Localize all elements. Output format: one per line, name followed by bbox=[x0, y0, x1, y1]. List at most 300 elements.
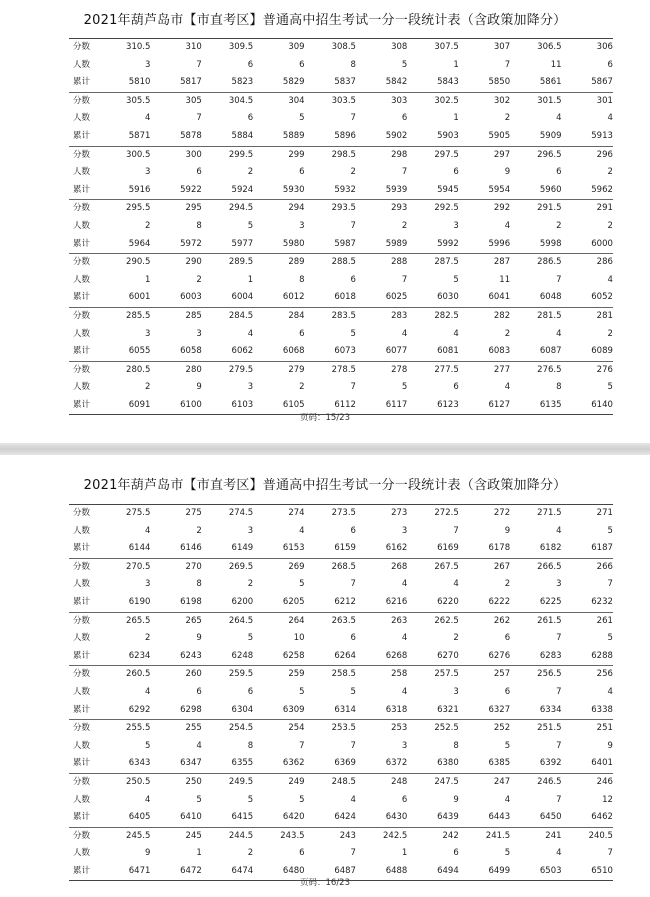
cumulative-row bbox=[69, 236, 613, 254]
table-block bbox=[69, 666, 613, 720]
table-cell: 6268 bbox=[385, 650, 408, 661]
table-cell: 245.5 bbox=[126, 830, 151, 841]
table-cell: 288.5 bbox=[331, 257, 356, 268]
page-sheet-16 bbox=[0, 455, 650, 897]
page-divider bbox=[0, 443, 650, 455]
table-cell: 9 bbox=[144, 848, 151, 859]
table-cell: 7 bbox=[350, 113, 356, 124]
table-cell: 2 bbox=[247, 579, 254, 590]
table-cell: 3 bbox=[401, 525, 408, 536]
table-cell: 8 bbox=[299, 274, 305, 285]
table-cell: 5 bbox=[299, 113, 305, 124]
table-cell: 286.5 bbox=[537, 257, 562, 268]
table-cell: 9 bbox=[607, 740, 613, 751]
table-cell: 265.5 bbox=[126, 615, 151, 626]
table-cell: 9 bbox=[504, 167, 511, 178]
table-cell: 304 bbox=[288, 95, 305, 106]
table-cell: 4 bbox=[504, 794, 511, 805]
count-row bbox=[69, 630, 613, 648]
table-cell: 254 bbox=[288, 723, 305, 734]
table-cell: 306.5 bbox=[537, 42, 562, 52]
table-cell: 305 bbox=[185, 95, 202, 106]
table-cell: 306 bbox=[596, 42, 613, 52]
table-cell: 272.5 bbox=[434, 508, 459, 518]
table-cell: 11 bbox=[550, 59, 562, 70]
table-cell: 6270 bbox=[437, 650, 459, 661]
table-cell: 6510 bbox=[591, 865, 613, 876]
table-cell: 6000 bbox=[591, 238, 613, 249]
table-block bbox=[69, 39, 613, 93]
table-cell: 6025 bbox=[385, 292, 408, 303]
cumulative-row bbox=[69, 809, 613, 827]
table-cell: 2 bbox=[247, 848, 254, 859]
cumulative-row bbox=[69, 182, 613, 200]
table-cell: 11 bbox=[499, 274, 511, 285]
table-cell: 272 bbox=[493, 508, 511, 518]
table-cell: 6 bbox=[299, 59, 305, 70]
cumulative-row bbox=[69, 648, 613, 666]
table-cell: 6083 bbox=[488, 346, 511, 357]
table-cell: 6439 bbox=[437, 812, 459, 823]
table-cell: 2 bbox=[504, 579, 511, 590]
table-cell: 6149 bbox=[231, 543, 254, 554]
table-cell: 9 bbox=[196, 382, 202, 393]
table-cell: 297.5 bbox=[434, 149, 459, 160]
table-cell: 247.5 bbox=[434, 776, 459, 787]
cumulative-row bbox=[69, 289, 613, 307]
count-row bbox=[69, 523, 613, 541]
count-row bbox=[69, 57, 613, 75]
table-cell: 4 bbox=[453, 579, 459, 590]
table-cell: 6091 bbox=[128, 399, 151, 410]
table-cell: 251.5 bbox=[537, 723, 562, 734]
table-cell: 6 bbox=[401, 113, 408, 124]
score-row bbox=[69, 254, 613, 272]
score-row bbox=[69, 39, 613, 57]
table-cell: 3 bbox=[196, 328, 202, 339]
table-cell: 4 bbox=[299, 525, 305, 536]
table-cell: 5964 bbox=[128, 238, 151, 249]
table-cell: 6052 bbox=[591, 292, 613, 303]
table-cell: 3 bbox=[144, 167, 151, 178]
table-cell: 6004 bbox=[231, 292, 254, 303]
table-cell: 2 bbox=[144, 633, 151, 644]
table-cell: 6077 bbox=[385, 346, 408, 357]
row-label: 人数 bbox=[73, 59, 91, 70]
table-cell: 262 bbox=[493, 615, 511, 626]
row-label: 累计 bbox=[73, 865, 91, 876]
table-cell: 282 bbox=[493, 310, 511, 321]
table-block bbox=[69, 720, 613, 774]
table-cell: 289 bbox=[288, 257, 305, 268]
table-cell: 274.5 bbox=[228, 508, 254, 518]
table-cell: 259 bbox=[288, 669, 305, 680]
table-cell: 2 bbox=[401, 220, 408, 231]
table-cell: 6127 bbox=[488, 399, 511, 410]
table-block bbox=[69, 254, 613, 308]
table-cell: 7 bbox=[556, 740, 562, 751]
table-cell: 6062 bbox=[231, 346, 254, 357]
row-label: 分数 bbox=[73, 669, 91, 680]
table-cell: 244.5 bbox=[228, 830, 254, 841]
table-cell: 7 bbox=[556, 794, 562, 805]
table-cell: 6055 bbox=[128, 346, 151, 357]
table-cell: 6216 bbox=[385, 596, 408, 607]
table-cell: 7 bbox=[196, 113, 202, 124]
table-cell: 282.5 bbox=[434, 310, 459, 321]
table-cell: 5889 bbox=[282, 130, 305, 141]
table-cell: 2 bbox=[504, 113, 511, 124]
table-cell: 6100 bbox=[180, 399, 202, 410]
table-cell: 4 bbox=[607, 113, 613, 124]
table-cell: 289.5 bbox=[228, 257, 254, 268]
row-label: 分数 bbox=[73, 203, 91, 214]
sheet-title: 2021年葫芦岛市【市直考区】普通高中招生考试一分一段统计表（含政策加降分） bbox=[83, 478, 567, 493]
table-cell: 6144 bbox=[128, 543, 151, 554]
table-cell: 6494 bbox=[437, 865, 459, 876]
table-cell: 7 bbox=[556, 274, 562, 285]
score-row bbox=[69, 362, 613, 380]
table-cell: 6190 bbox=[128, 596, 151, 607]
table-cell: 6430 bbox=[385, 812, 408, 823]
table-cell: 300 bbox=[185, 149, 202, 160]
table-cell: 6220 bbox=[437, 596, 459, 607]
table-cell: 6318 bbox=[385, 704, 408, 715]
table-cell: 8 bbox=[453, 740, 459, 751]
table-cell: 5861 bbox=[539, 77, 562, 88]
table-cell: 266 bbox=[596, 561, 613, 572]
table-cell: 258.5 bbox=[331, 669, 356, 680]
table-cell: 2 bbox=[247, 167, 254, 178]
row-label: 人数 bbox=[73, 740, 91, 751]
table-cell: 5 bbox=[504, 848, 511, 859]
table-cell: 5 bbox=[401, 59, 408, 70]
table-cell: 6443 bbox=[488, 812, 511, 823]
table-cell: 293.5 bbox=[331, 203, 356, 214]
table-cell: 5916 bbox=[128, 184, 151, 195]
table-cell: 6474 bbox=[231, 865, 254, 876]
table-cell: 6089 bbox=[591, 346, 613, 357]
table-cell: 6123 bbox=[437, 399, 459, 410]
score-row bbox=[69, 828, 613, 846]
cumulative-row bbox=[69, 702, 613, 720]
table-cell: 261.5 bbox=[537, 615, 562, 626]
table-cell: 6355 bbox=[231, 758, 254, 769]
table-cell: 1 bbox=[453, 113, 459, 124]
table-cell: 291.5 bbox=[537, 203, 562, 214]
table-cell: 284 bbox=[288, 310, 305, 321]
table-cell: 3 bbox=[247, 382, 254, 393]
row-label: 分数 bbox=[73, 508, 91, 518]
table-cell: 6410 bbox=[180, 812, 202, 823]
table-cell: 6068 bbox=[282, 346, 305, 357]
page-number: 页码：15/23 bbox=[300, 413, 350, 423]
table-cell: 267.5 bbox=[434, 561, 459, 572]
table-cell: 253 bbox=[391, 723, 408, 734]
table-block bbox=[69, 505, 613, 559]
table-cell: 5 bbox=[247, 220, 254, 231]
table-cell: 5998 bbox=[539, 238, 562, 249]
table-cell: 4 bbox=[350, 794, 356, 805]
table-cell: 6288 bbox=[591, 650, 613, 661]
score-row bbox=[69, 720, 613, 738]
table-cell: 268 bbox=[391, 561, 408, 572]
table-cell: 5977 bbox=[231, 238, 254, 249]
table-cell: 274 bbox=[288, 508, 305, 518]
table-cell: 250 bbox=[185, 776, 202, 787]
score-row bbox=[69, 666, 613, 684]
table-cell: 6222 bbox=[488, 596, 511, 607]
table-cell: 263 bbox=[391, 615, 408, 626]
table-cell: 5810 bbox=[128, 77, 151, 88]
table-cell: 299 bbox=[288, 149, 305, 160]
table-cell: 1 bbox=[247, 274, 254, 285]
table-cell: 287 bbox=[493, 257, 511, 268]
row-label: 分数 bbox=[73, 723, 91, 734]
row-label: 分数 bbox=[73, 310, 91, 321]
table-cell: 6 bbox=[401, 794, 408, 805]
table-cell: 294.5 bbox=[228, 203, 254, 214]
table-cell: 276.5 bbox=[537, 364, 562, 375]
table-cell: 6424 bbox=[334, 812, 356, 823]
table-cell: 290 bbox=[185, 257, 202, 268]
count-row bbox=[69, 684, 613, 702]
table-cell: 5902 bbox=[385, 130, 408, 141]
table-cell: 5878 bbox=[180, 130, 202, 141]
table-cell: 303 bbox=[391, 95, 408, 106]
table-cell: 273.5 bbox=[331, 508, 356, 518]
table-cell: 242 bbox=[442, 830, 459, 841]
table-cell: 278.5 bbox=[331, 364, 356, 375]
table-cell: 6162 bbox=[385, 543, 408, 554]
table-cell: 4 bbox=[144, 686, 151, 697]
table-cell: 6369 bbox=[334, 758, 356, 769]
table-cell: 8 bbox=[247, 740, 254, 751]
row-label: 累计 bbox=[73, 704, 91, 715]
table-cell: 280 bbox=[185, 364, 202, 375]
table-cell: 6003 bbox=[180, 292, 202, 303]
table-cell: 291 bbox=[596, 203, 613, 214]
table-cell: 5829 bbox=[282, 77, 305, 88]
table-cell: 5867 bbox=[591, 77, 613, 88]
row-label: 人数 bbox=[73, 274, 91, 285]
table-cell: 3 bbox=[144, 59, 151, 70]
table-cell: 273 bbox=[391, 508, 408, 518]
score-row bbox=[69, 308, 613, 326]
table-cell: 6401 bbox=[591, 758, 613, 769]
row-label: 累计 bbox=[73, 543, 91, 554]
table-cell: 5 bbox=[453, 274, 459, 285]
table-cell: 7 bbox=[350, 740, 356, 751]
table-cell: 278 bbox=[391, 364, 408, 375]
table-cell: 6 bbox=[196, 167, 202, 178]
table-cell: 252.5 bbox=[434, 723, 459, 734]
table-cell: 293 bbox=[391, 203, 408, 214]
table-cell: 6 bbox=[556, 167, 562, 178]
table-cell: 1 bbox=[196, 848, 202, 859]
page-number: 页码：16/23 bbox=[300, 878, 350, 888]
table-cell: 260.5 bbox=[126, 669, 151, 680]
table-cell: 6334 bbox=[539, 704, 562, 715]
table-cell: 5972 bbox=[180, 238, 202, 249]
table-cell: 8 bbox=[556, 382, 562, 393]
table-cell: 243.5 bbox=[280, 830, 305, 841]
table-cell: 6041 bbox=[488, 292, 511, 303]
table-cell: 6159 bbox=[334, 543, 356, 554]
table-cell: 248.5 bbox=[331, 776, 356, 787]
table-cell: 6258 bbox=[282, 650, 305, 661]
table-cell: 3 bbox=[144, 579, 151, 590]
row-label: 分数 bbox=[73, 42, 91, 52]
table-cell: 5909 bbox=[539, 130, 562, 141]
table-cell: 5903 bbox=[437, 130, 459, 141]
table-cell: 6450 bbox=[539, 812, 562, 823]
table-cell: 8 bbox=[196, 220, 202, 231]
row-label: 累计 bbox=[73, 77, 91, 88]
row-label: 分数 bbox=[73, 364, 91, 375]
table-cell: 3 bbox=[453, 220, 459, 231]
table-cell: 6380 bbox=[437, 758, 459, 769]
count-row bbox=[69, 218, 613, 236]
table-cell: 5 bbox=[247, 633, 254, 644]
table-block bbox=[69, 147, 613, 201]
table-cell: 255.5 bbox=[126, 723, 151, 734]
table-cell: 6187 bbox=[591, 543, 613, 554]
table-cell: 307.5 bbox=[434, 42, 459, 52]
table-cell: 2 bbox=[144, 382, 151, 393]
cumulative-row bbox=[69, 343, 613, 361]
table-cell: 303.5 bbox=[331, 95, 356, 106]
table-cell: 5 bbox=[299, 579, 305, 590]
table-cell: 5 bbox=[607, 633, 613, 644]
table-cell: 6 bbox=[350, 274, 356, 285]
table-cell: 6 bbox=[607, 59, 613, 70]
row-label: 人数 bbox=[73, 794, 91, 805]
count-row bbox=[69, 326, 613, 344]
score-table bbox=[69, 38, 613, 415]
table-cell: 6087 bbox=[539, 346, 562, 357]
table-cell: 6343 bbox=[128, 758, 151, 769]
table-cell: 283.5 bbox=[331, 310, 356, 321]
row-label: 人数 bbox=[73, 167, 91, 178]
table-cell: 249.5 bbox=[228, 776, 254, 787]
table-cell: 5922 bbox=[180, 184, 202, 195]
table-cell: 6 bbox=[350, 525, 356, 536]
table-cell: 270 bbox=[185, 561, 202, 572]
table-cell: 295.5 bbox=[126, 203, 151, 214]
table-cell: 264 bbox=[288, 615, 305, 626]
table-cell: 4 bbox=[556, 848, 562, 859]
table-cell: 243 bbox=[339, 830, 356, 841]
table-cell: 269 bbox=[288, 561, 305, 572]
table-cell: 277.5 bbox=[434, 364, 459, 375]
table-cell: 259.5 bbox=[228, 669, 254, 680]
table-cell: 7 bbox=[607, 579, 613, 590]
table-cell: 4 bbox=[504, 382, 511, 393]
table-cell: 6198 bbox=[180, 596, 202, 607]
row-label: 分数 bbox=[73, 95, 91, 106]
table-cell: 304.5 bbox=[228, 95, 254, 106]
table-cell: 3 bbox=[144, 328, 151, 339]
count-row bbox=[69, 576, 613, 594]
table-cell: 5960 bbox=[539, 184, 562, 195]
table-cell: 5871 bbox=[128, 130, 151, 141]
table-cell: 4 bbox=[556, 328, 562, 339]
table-cell: 10 bbox=[293, 633, 305, 644]
table-cell: 309.5 bbox=[228, 42, 254, 52]
table-cell: 2 bbox=[350, 167, 356, 178]
table-cell: 2 bbox=[299, 382, 305, 393]
table-cell: 7 bbox=[504, 59, 511, 70]
table-cell: 280.5 bbox=[126, 364, 151, 375]
table-cell: 6 bbox=[453, 382, 459, 393]
table-cell: 6058 bbox=[180, 346, 202, 357]
table-cell: 292 bbox=[493, 203, 511, 214]
table-cell: 1 bbox=[453, 59, 459, 70]
table-cell: 6243 bbox=[180, 650, 202, 661]
table-cell: 249 bbox=[288, 776, 305, 787]
table-cell: 6503 bbox=[539, 865, 562, 876]
table-cell: 246.5 bbox=[537, 776, 562, 787]
table-cell: 252 bbox=[493, 723, 511, 734]
table-cell: 4 bbox=[401, 633, 408, 644]
table-cell: 268.5 bbox=[331, 561, 356, 572]
cumulative-row bbox=[69, 594, 613, 612]
table-cell: 5962 bbox=[591, 184, 613, 195]
table-cell: 5924 bbox=[231, 184, 254, 195]
row-label: 分数 bbox=[73, 257, 91, 268]
table-cell: 6 bbox=[504, 633, 511, 644]
cumulative-row bbox=[69, 540, 613, 558]
row-label: 累计 bbox=[73, 292, 91, 303]
table-cell: 2 bbox=[504, 328, 511, 339]
table-cell: 308.5 bbox=[331, 42, 356, 52]
table-cell: 6480 bbox=[282, 865, 305, 876]
row-label: 累计 bbox=[73, 758, 91, 769]
table-cell: 256 bbox=[596, 669, 613, 680]
table-cell: 4 bbox=[504, 220, 511, 231]
table-cell: 5896 bbox=[334, 130, 356, 141]
table-cell: 4 bbox=[401, 328, 408, 339]
table-cell: 6385 bbox=[488, 758, 511, 769]
row-label: 人数 bbox=[73, 579, 91, 590]
table-cell: 6112 bbox=[334, 399, 356, 410]
table-cell: 294 bbox=[288, 203, 305, 214]
table-cell: 277 bbox=[493, 364, 511, 375]
table-cell: 301.5 bbox=[537, 95, 562, 106]
table-cell: 242.5 bbox=[383, 830, 408, 841]
table-cell: 292.5 bbox=[434, 203, 459, 214]
table-cell: 5 bbox=[607, 382, 613, 393]
page-sheet-15 bbox=[0, 0, 650, 443]
table-cell: 257 bbox=[493, 669, 511, 680]
table-cell: 4 bbox=[401, 686, 408, 697]
score-row bbox=[69, 147, 613, 165]
sheet-title: 2021年葫芦岛市【市直考区】普通高中招生考试一分一段统计表（含政策加降分） bbox=[83, 13, 567, 28]
table-cell: 5823 bbox=[231, 77, 254, 88]
table-cell: 4 bbox=[453, 328, 459, 339]
table-cell: 5954 bbox=[488, 184, 511, 195]
table-cell: 283 bbox=[391, 310, 408, 321]
table-cell: 246 bbox=[596, 776, 613, 787]
table-cell: 9 bbox=[453, 794, 459, 805]
row-label: 累计 bbox=[73, 130, 91, 141]
table-cell: 295 bbox=[185, 203, 202, 214]
table-cell: 6264 bbox=[334, 650, 356, 661]
table-cell: 297 bbox=[493, 149, 511, 160]
table-cell: 6140 bbox=[591, 399, 613, 410]
table-cell: 4 bbox=[196, 740, 202, 751]
